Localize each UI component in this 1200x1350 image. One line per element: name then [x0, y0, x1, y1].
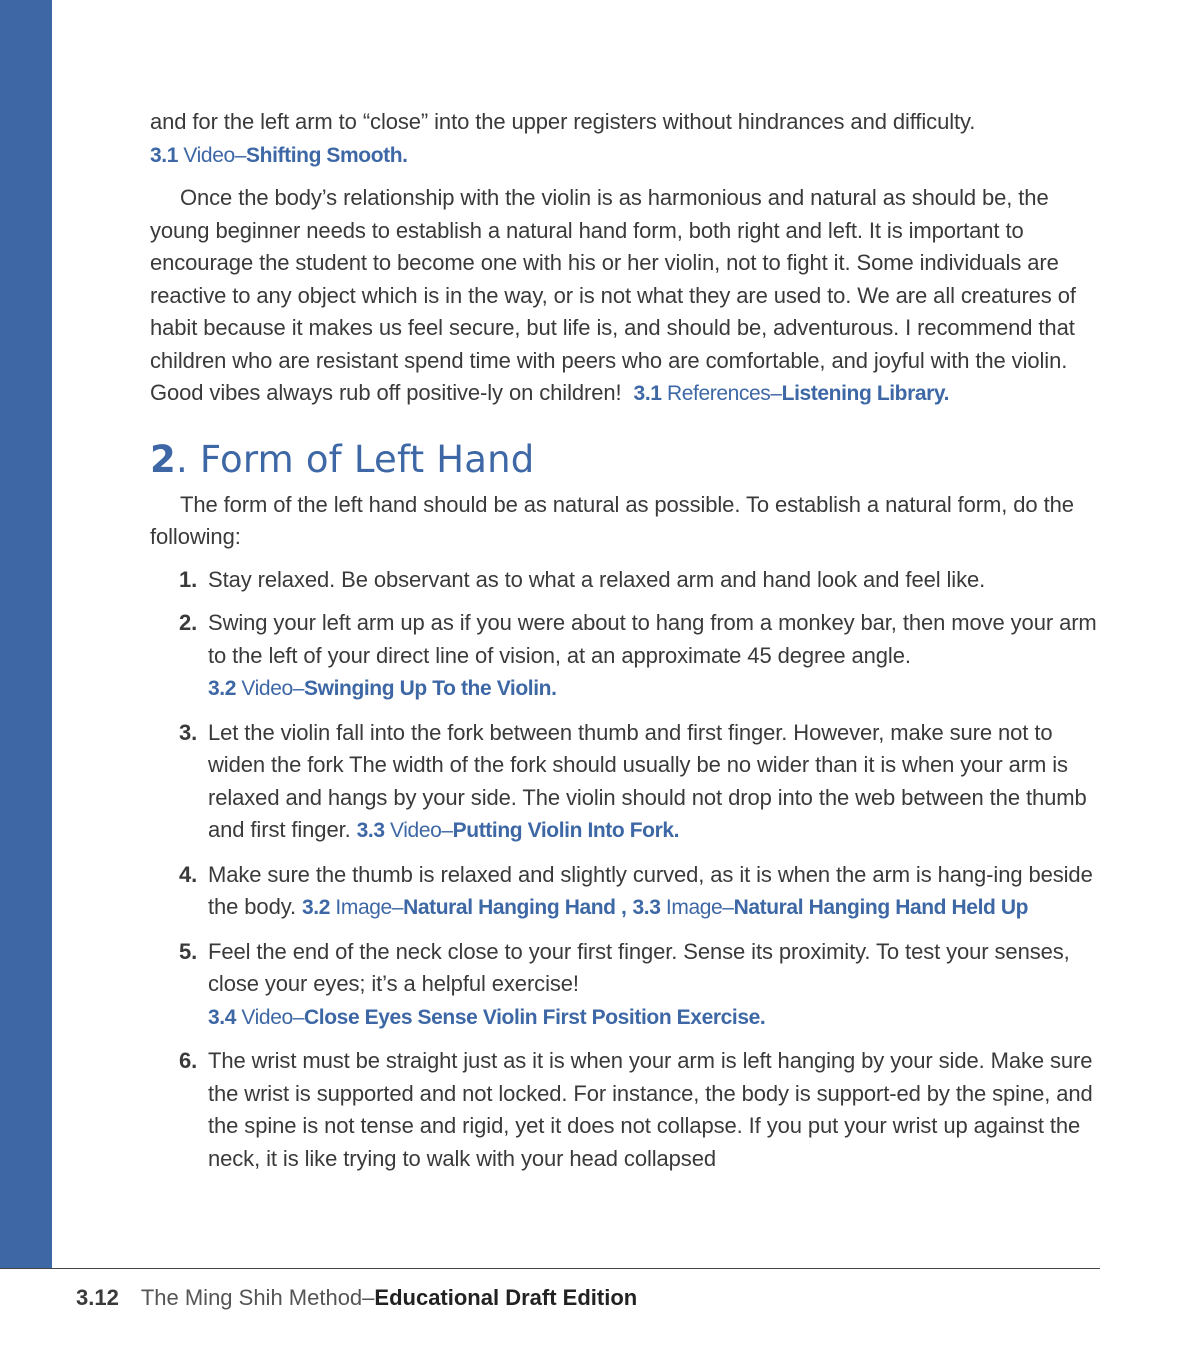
- video-link-putting-violin-into-fork[interactable]: 3.3 Video–Putting Violin Into Fork.: [356, 819, 680, 842]
- intro-paragraph: [150, 106, 1100, 172]
- footer-divider: [0, 1268, 1100, 1269]
- list-marker: 1.: [179, 566, 198, 592]
- list-marker: 6.: [179, 1048, 198, 1073]
- list-item: 5. Feel the end of the neck close to your first finger. Sense its proximity. To test your senses, close your eyes; it’s a helpful exercise! 3.4 Video–Close Eyes Sense Violin First Position Exercise.: [150, 936, 1100, 1035]
- list-item: 4. Make sure the thumb is relaxed and slightly curved, as it is when the arm is hang-ing beside the body. 3.2 Image–Natural Hanging Hand , 3.3 Image–Natural Hanging Hand Held Up: [150, 859, 1100, 925]
- video-link-swinging-up[interactable]: 3.2 Video–Swinging Up To the Violin.: [208, 677, 557, 700]
- list-item: 2. Swing your left arm up as if you were about to hang from a monkey bar, then move your arm to the left of your direct line of vision, at an approximate 45 degree angle. 3.2 Video–Swinging Up To the Violin.: [150, 607, 1100, 706]
- book-title: The Ming Shih Method–: [140, 1285, 375, 1310]
- image-link-natural-hanging-hand[interactable]: 3.2 Image–Natural Hanging Hand ,: [302, 896, 627, 919]
- steps-list: [150, 564, 1100, 1176]
- section-heading: 2. Form of Left Hand: [150, 437, 535, 481]
- video-link-shifting-smooth[interactable]: 3.1 Video–Shifting Smooth.: [150, 143, 408, 167]
- list-marker: 5.: [179, 938, 198, 964]
- page-footer: [76, 1284, 637, 1312]
- list-marker: 4.: [179, 861, 198, 887]
- page-number: 3.12: [76, 1285, 119, 1310]
- body-paragraph: Once the body’s relationship with the violin is as harmonious and natural as should be, the young beginner needs to establish a natural hand form, both right and left. It is important to encourage the student to become one with his or her violin, not to fight it. Some individuals are reactive to any object which is in the way, or is not what they are used to. We are all creatures of habit because it makes us feel secure, but life is, and should be, adventurous. I recommend that children who are resistant spend time with peers who are comfortable, and joyful with the violin. Good vibes always rub off positive-ly on children! 3.1 References–Listening Library.: [150, 185, 1076, 405]
- page-content: [150, 106, 1100, 1186]
- list-item: 3. Let the violin fall into the fork between thumb and first finger. However, make sure not to widen the fork The width of the fork should usually be no wider than it is when your arm is relaxed and hangs by your side. The violin should not drop into the web between the thumb and first finger. 3.3 Video–Putting Violin Into Fork.: [150, 717, 1100, 848]
- video-link-close-eyes-exercise[interactable]: 3.4 Video–Close Eyes Sense Violin First Position Exercise.: [208, 1005, 766, 1029]
- list-item: 6. The wrist must be straight just as it is when your arm is left hanging by your side. Make sure the wrist is supported and not locked. For instance, the body is support-ed by the spine, and the spine is not tense and rigid, yet it does not collapse. If you put your wrist up against the neck, it is like trying to walk with your head collapsed: [150, 1045, 1100, 1175]
- list-marker: 2.: [179, 610, 198, 635]
- list-marker: 3.: [179, 719, 198, 745]
- references-link-listening-library[interactable]: 3.1 References–Listening Library.: [633, 382, 950, 405]
- side-color-bar: [0, 0, 52, 1268]
- edition-label: Educational Draft Edition: [374, 1285, 638, 1310]
- intro-text: and for the left arm to “close” into the upper registers without hindrances and difficulty.: [150, 109, 976, 134]
- section-intro: The form of the left hand should be as natural as possible. To establish a natural form, do the following:: [150, 491, 1074, 549]
- list-item: 1. Stay relaxed. Be observant as to what a relaxed arm and hand look and feel like.: [150, 564, 1100, 597]
- image-link-natural-hanging-hand-held-up[interactable]: 3.3 Image–Natural Hanging Hand Held Up: [632, 896, 1029, 919]
